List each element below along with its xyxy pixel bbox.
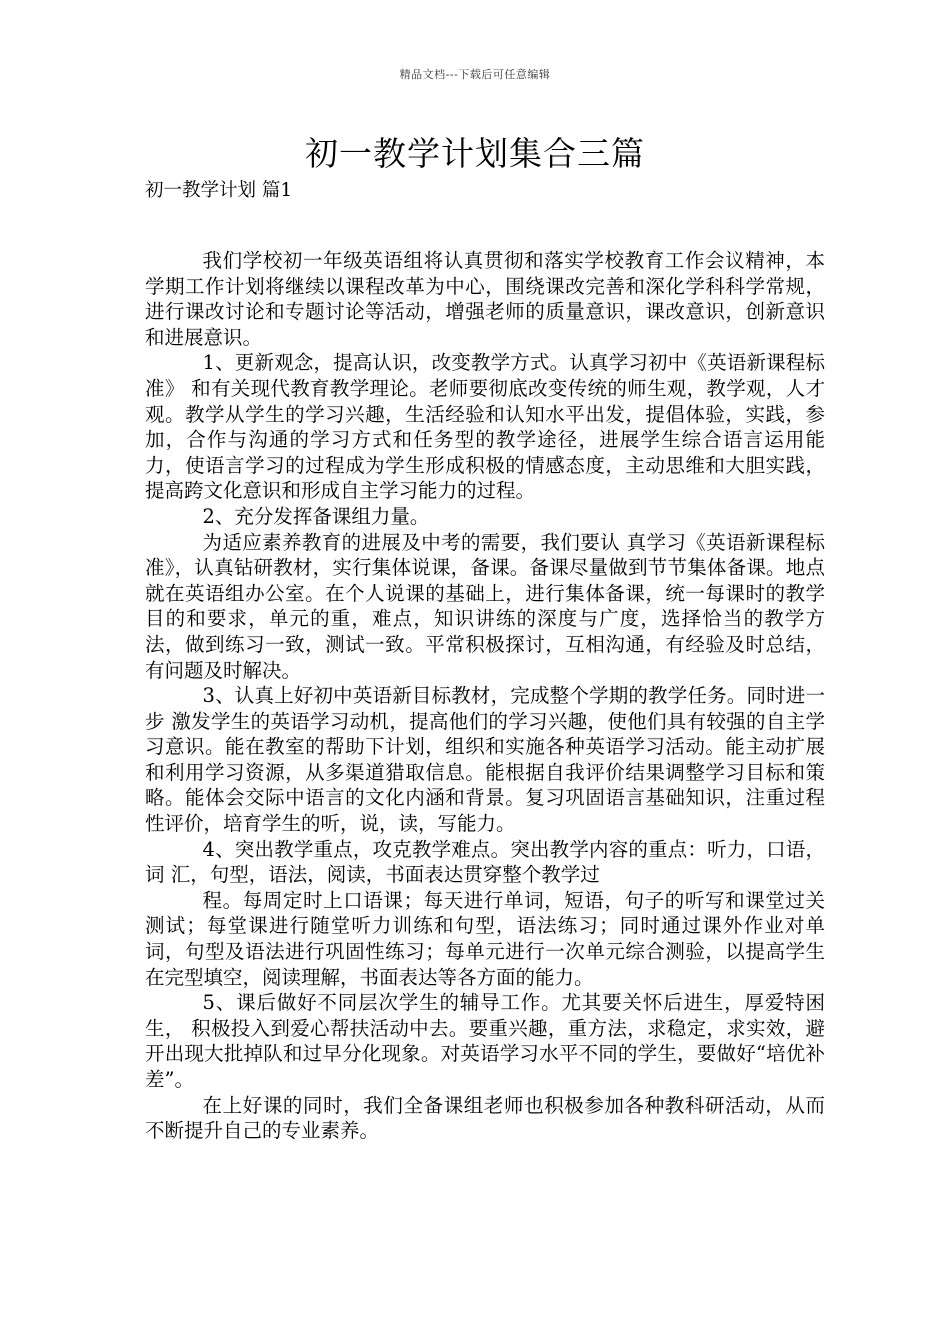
document-subtitle: 初一教学计划 篇1: [145, 180, 293, 201]
paragraph-closing: 在上好课的同时，我们全备课组老师也积极参加各种教科研活动，从而不断提升自己的专业素养。: [145, 1093, 825, 1143]
paragraph-point-3: 3、认真上好初中英语新目标教材，完成整个学期的教学任务。同时进一步 激发学生的英语学习动机，提高他们的学习兴趣，使他们具有较强的自主学习意识。能在教室的帮助下计划，组织和实施各种英语学习活动。能主动扩展和利用学习资源，从多渠道猎取信息。能根据自我评价结果调整学习目标和策略。能体会交际中语言的文化内涵和背景。复习巩固语言基础知识，注重过程性评价，培育学生的听，说，读，写能力。: [145, 684, 825, 836]
paragraph-point-1: 1、更新观念，提高认识，改变教学方式。认真学习初中《英语新课程标准》 和有关现代教育教学理论。老师要彻底改变传统的师生观，教学观，人才观。教学从学生的学习兴趣，生活经验和认知水平出发，提倡体验，实践，参加，合作与沟通的学习方式和任务型的教学途径，进展学生综合语言运用能力，使语言学习的过程成为学生形成积极的情感态度，主动思维和大胆实践，提高跨文化意识和形成自主学习能力的过程。: [145, 351, 825, 503]
paragraph-point-2-body: 为适应素养教育的进展及中考的需要，我们要认 真学习《英语新课程标准》，认真钻研教材，实行集体说课，备课。备课尽量做到节节集体备课。地点就在英语组办公室。在个人说课的基础上，进行集体备课，统一每课时的教学目的和要求，单元的重，难点，知识讲练的深度与广度，选择恰当的教学方法，做到练习一致，测试一致。平常积极探讨，互相沟通，有经验及时总结，有问题及时解决。: [145, 530, 825, 682]
header-note: 精品文档---下载后可任意编辑: [399, 68, 551, 81]
document-body: [145, 248, 825, 1144]
paragraph-point-5: 5、课后做好不同层次学生的辅导工作。尤其要关怀后进生，厚爱特困生， 积极投入到爱心帮扶活动中去。要重兴趣，重方法，求稳定，求实效，避开出现大批掉队和过早分化现象。对英语学习水平不同的学生，要做好“培优补差”。: [145, 991, 825, 1091]
paragraph-point-2-heading: 2、充分发挥备课组力量。: [202, 504, 430, 528]
paragraph-point-4: 4、突出教学重点，攻克教学难点。突出教学内容的重点：听力，口语，词 汇，句型，语法，阅读，书面表达贯穿整个教学过: [145, 837, 825, 887]
document-title: 初一教学计划集合三篇: [305, 134, 645, 173]
paragraph-point-4-continued: 程。每周定时上口语课；每天进行单词，短语，句子的听写和课堂过关测试；每堂课进行随堂听力训练和句型，语法练习；同时通过课外作业对单词，句型及语法进行巩固性练习；每单元进行一次单元综合测验，以提高学生在完型填空，阅读理解，书面表达等各方面的能力。: [145, 888, 825, 989]
paragraph-intro: 我们学校初一年级英语组将认真贯彻和落实学校教育工作会议精神，本学期工作计划将继续以课程改革为中心，围绕课改完善和深化学科科学常规，进行课改讨论和专题讨论等活动，增强老师的质量意识，课改意识，创新意识和进展意识。: [145, 249, 825, 349]
